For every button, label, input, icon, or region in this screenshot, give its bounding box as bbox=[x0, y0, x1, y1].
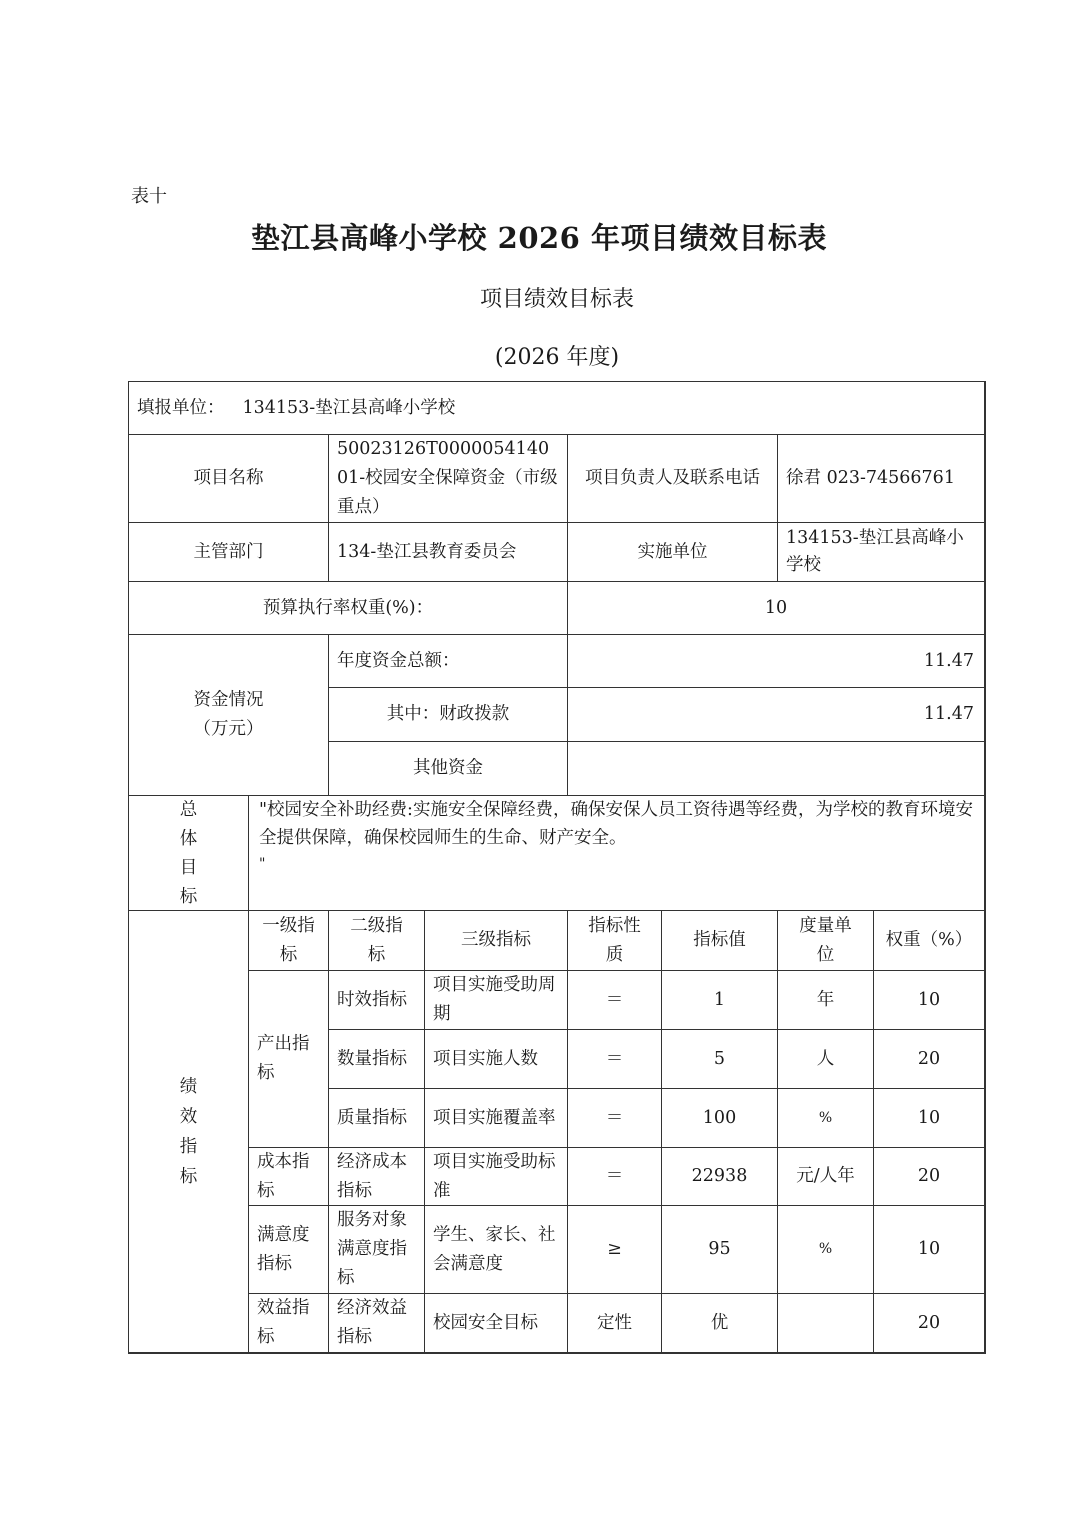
unit-cell: % bbox=[777, 1205, 874, 1294]
total-funds-label: 年度资金总额： bbox=[328, 634, 568, 688]
fiscal-funds-label: 其中：财政拨款 bbox=[328, 687, 568, 742]
weight-cell: 20 bbox=[873, 1293, 985, 1353]
level2-cell: 经济效益指标 bbox=[328, 1293, 425, 1353]
group-satisfaction: 满意度指标 bbox=[248, 1205, 329, 1294]
header-level1: 一级指标 bbox=[248, 910, 329, 971]
perf-label-char: 绩 bbox=[179, 1076, 198, 1097]
weight-cell: 20 bbox=[873, 1029, 985, 1089]
unit-cell: % bbox=[777, 1088, 874, 1148]
value-cell: 22938 bbox=[661, 1147, 778, 1206]
perf-label-char: 效 bbox=[179, 1106, 198, 1127]
impl-unit-value: 134153-垫江县高峰小学校 bbox=[777, 522, 985, 582]
goal-label-char: 体 bbox=[179, 829, 198, 849]
perf-label-char: 标 bbox=[179, 1166, 198, 1187]
value-cell: 5 bbox=[661, 1029, 778, 1089]
overall-goal-label bbox=[128, 795, 249, 911]
weight-cell: 10 bbox=[873, 1205, 985, 1294]
nature-cell: 定性 bbox=[567, 1293, 662, 1353]
value-cell: 100 bbox=[661, 1088, 778, 1148]
group-cost: 成本指标 bbox=[248, 1147, 329, 1206]
goal-label-char: 总 bbox=[179, 800, 198, 820]
level2-cell: 经济成本指标 bbox=[328, 1147, 425, 1206]
unit-cell: 年 bbox=[777, 970, 874, 1030]
reporting-unit-label: 填报单位： bbox=[137, 397, 225, 418]
dept-label: 主管部门 bbox=[128, 522, 329, 582]
group-output: 产出指标 bbox=[248, 970, 329, 1148]
header-nature: 指标性质 bbox=[567, 910, 662, 971]
perf-label-char: 指 bbox=[179, 1136, 198, 1157]
funds-label-line1: 资金情况 bbox=[193, 690, 264, 710]
other-funds-label: 其他资金 bbox=[328, 741, 568, 796]
reporting-unit-value: 134153-垫江县高峰小学校 bbox=[242, 397, 456, 418]
level2-cell: 数量指标 bbox=[328, 1029, 425, 1089]
budget-weight-label: 预算执行率权重(%)： bbox=[128, 581, 568, 635]
value-cell: 优 bbox=[661, 1293, 778, 1353]
overall-goal-text bbox=[248, 795, 985, 911]
table-number: 表十 bbox=[131, 186, 167, 207]
reporting-unit-cell bbox=[128, 381, 985, 435]
goal-label-char: 标 bbox=[179, 887, 198, 907]
goal-label-char: 目 bbox=[179, 858, 198, 878]
weight-cell: 10 bbox=[873, 1088, 985, 1148]
unit-cell: 元/人年 bbox=[777, 1147, 874, 1206]
value-cell: 1 bbox=[661, 970, 778, 1030]
nature-cell: ＝ bbox=[567, 1029, 662, 1089]
level3-cell: 校园安全目标 bbox=[424, 1293, 568, 1353]
level2-cell: 质量指标 bbox=[328, 1088, 425, 1148]
budget-weight-value: 10 bbox=[567, 581, 985, 635]
level3-cell: 项目实施受助周期 bbox=[424, 970, 568, 1030]
dept-value: 134-垫江县教育委员会 bbox=[328, 522, 568, 582]
header-unit: 度量单位 bbox=[777, 910, 874, 971]
funds-label bbox=[128, 634, 329, 796]
level2-cell: 时效指标 bbox=[328, 970, 425, 1030]
project-name-label: 项目名称 bbox=[128, 434, 329, 523]
weight-cell: 20 bbox=[873, 1147, 985, 1206]
header-level2: 二级指标 bbox=[328, 910, 425, 971]
nature-cell: ＝ bbox=[567, 1147, 662, 1206]
performance-label bbox=[128, 910, 249, 1353]
nature-cell: ＝ bbox=[567, 970, 662, 1030]
level2-cell: 服务对象满意度指标 bbox=[328, 1205, 425, 1294]
unit-cell bbox=[777, 1293, 874, 1353]
total-funds-value: 11.47 bbox=[567, 634, 985, 688]
header-weight: 权重（%） bbox=[873, 910, 985, 971]
contact-value: 徐君 023-74566761 bbox=[777, 434, 985, 523]
impl-unit-label: 实施单位 bbox=[567, 522, 778, 582]
nature-cell: ≥ bbox=[567, 1205, 662, 1294]
unit-cell: 人 bbox=[777, 1029, 874, 1089]
group-benefit: 效益指标 bbox=[248, 1293, 329, 1353]
level3-cell: 项目实施人数 bbox=[424, 1029, 568, 1089]
fiscal-year: (2026 年度) bbox=[494, 345, 620, 370]
document-title: 垫江县高峰小学校 2026 年项目绩效目标表 bbox=[251, 221, 827, 255]
weight-cell: 10 bbox=[873, 970, 985, 1030]
nature-cell: ＝ bbox=[567, 1088, 662, 1148]
header-value: 指标值 bbox=[661, 910, 778, 971]
goal-text: "校园安全补助经费:实施安全保障经费，确保安保人员工资待遇等经费，为学校的教育环境安全提供保障，确保校园师生的生命、财产安全。 bbox=[259, 800, 973, 848]
funds-label-line2: （万元） bbox=[193, 719, 264, 739]
table-subtitle: 项目绩效目标表 bbox=[479, 287, 634, 312]
level3-cell: 学生、家长、社会满意度 bbox=[424, 1205, 568, 1294]
project-name-value: 50023126T000005414001-校园安全保障资金（市级重点） bbox=[328, 434, 568, 523]
goal-closing-mark: " bbox=[259, 856, 266, 872]
header-level3: 三级指标 bbox=[424, 910, 568, 971]
fiscal-funds-value: 11.47 bbox=[567, 687, 985, 742]
contact-label: 项目负责人及联系电话 bbox=[567, 434, 778, 523]
level3-cell: 项目实施覆盖率 bbox=[424, 1088, 568, 1148]
other-funds-value bbox=[567, 741, 985, 796]
value-cell: 95 bbox=[661, 1205, 778, 1294]
level3-cell: 项目实施受助标准 bbox=[424, 1147, 568, 1206]
